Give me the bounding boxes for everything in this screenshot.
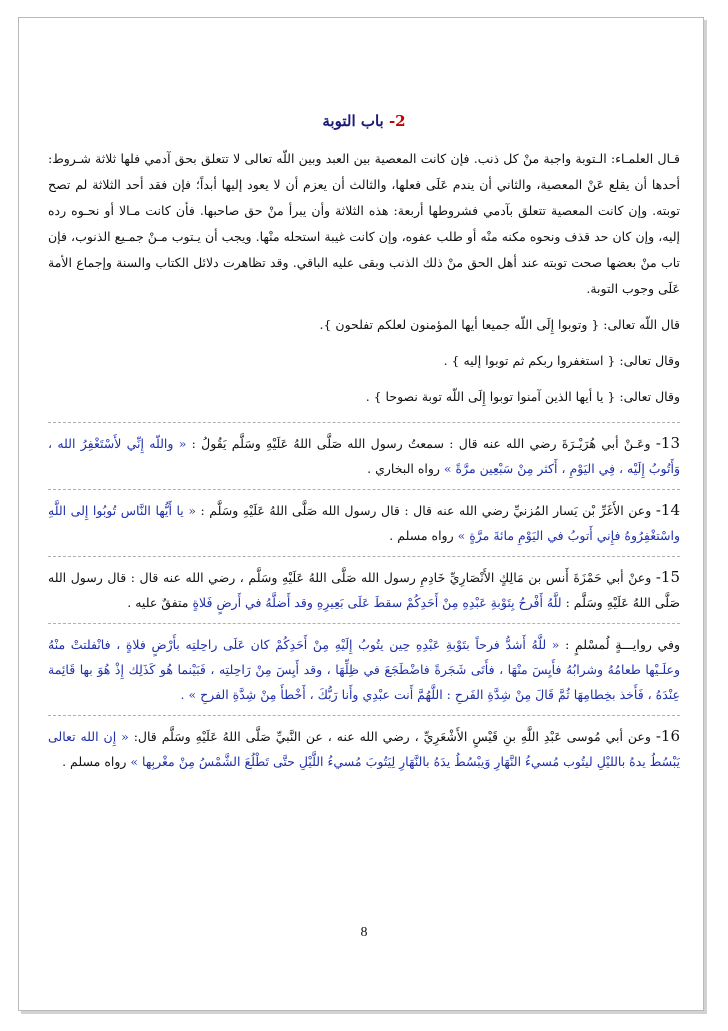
hadith-lead: وعن الأَغَرِّ بْن يَسار المُزنيِّ رضي الله عنه قال : قال رسول الله صَلَّى اللهُ عَلَيْهِ وسَلَّم :: [200, 503, 652, 518]
hadith-number: 16-: [655, 727, 680, 745]
hadith-number: 14-: [655, 501, 680, 519]
verse-2: وقال تعالى: { استغفروا ربكم ثم توبوا إليه } .: [443, 353, 680, 368]
hadith-lead: وفي روايـــةٍ لُمسْلمٍ :: [565, 637, 680, 652]
hadith-quote: « للَّهُ أَشدُّ فرحاً بتَوْبةِ عَبْدِهِ حِين يتُوبُ إِلَيْهِ مِنْ أَحَدِكُمْ كان عَلَى راحِلتِه بأَرْضٍ فلاةٍ ، فانْفلتتْ منْهُ وعلَـيْها طعامُهُ وشرابُهُ فأَيِسَ منْهَا ، فأَتَى شَجَرةً فاضْطَجَعَ في ظِلِّهَا ، وقد أَيِسَ مِنْ رَاحِلتِه ، فَبَيْنما هُو كَذَلِك إِذْ هُوَ بها قَائِمة عِنْدَهُ ، فَأَخذ بخِطامِهَا ثُمَّ قَالَ مِنْ شِدَّةِ الفَرحِ : اللَّهُمَّ أَنت عبْدِي وأَنا رَبُّكَ ، أَخْطأَ مِنْ شِدَّةِ الفرحِ » .: [48, 637, 680, 702]
hadith-number: 13-: [655, 434, 680, 452]
hadith-quote: « إِن الله تعالى يَبْسُطُ يدهُ بالليْلِ ليتُوب مُسيءُ النَّهَارِ وَيبْسُطُ يدَهُ بالنَّهَارِ لِيَتُوبَ مُسيءُ اللَّيْلِ حتَّى تَطْلُعَ الشَّمْسُ مِنْ مغْربِها »: [48, 729, 680, 769]
chapter-title: [48, 92, 680, 130]
hadith-quote: للَّهُ أَفْرحُ بِتَوْبةِ عَبْدِهِ مِنْ أَحَدِكُمْ سقطَ عَلَى بَعِيرِهِ وقد أَضلَّهُ في أَرضٍ فَلاةٍ: [192, 595, 562, 610]
chapter-title-text: باب التوبة: [322, 112, 384, 130]
hadith-source: رواه مسلم .: [62, 754, 127, 769]
hadith-source: متفقٌ عليه .: [127, 595, 189, 610]
hadith-13: [48, 423, 680, 490]
hadith-15-variant: [48, 624, 680, 716]
hadith-quote: « واللّه إِنِّي لأَسْتَغْفِرُ الله ، وَأَتُوبُ إِلَيْه ، فِي اليَوْمِ ، أَكثر مِنْ سَبْعِين مرَّةً »: [48, 436, 680, 476]
verse-3: وقال تعالى: { يا أيها الذين آمنوا توبوا إِلَى اللّه توبة نصوحا } .: [365, 389, 680, 404]
intro-paragraph: قـال العلمـاء: الـتوبة واجبة منْ كل ذنب. فإن كانت المعصية بين العبد وبين اللّه تعالى لا تتعلق بحق آدمي فلها ثلاثة شـروط: أحدها أن يقلع عَنْ المعصية، والثاني أن يندم عَلَى فعلها، والثالث أن يعزم أن لا يعود إليها أبداً؛ فإن فقد أحد الثلاثة لم تصح توبته. وإن كانت المعصية تتعلق بآدمي فشروطها أربعة: هذه الثلاثة وأن يبرأ منْ حق صاحبها. فأن كانت مـالا أو نحـوه رده إليه، وإن كان حد قذف ونحوه مكنه منْه أو طلب عفوه، وإن كانت غيبة استحله منْها. ويجب أن يـتوب مـنْ جمـيع الذنوب، فإن تاب منْ بعضها صحت توبته عند أهل الحق منْ ذلك الذنب وبقى عليه الباقي. وقد تظاهرت دلائل الكتاب والسنة وإجماع الأمة عَلَى وجوب التوبة.: [48, 151, 680, 296]
chapter-number: 2-: [388, 112, 406, 130]
document-body: [48, 92, 680, 952]
hadith-source: رواه مسلم .: [389, 528, 454, 543]
page-number: 8: [360, 925, 368, 940]
hadith-lead: وعَـنْ أبي هُرَيْـرَةَ رضي الله عنه قال : سمعتُ رسول الله صَلَّى اللهُ عَلَيْهِ وسَلَّم يَقُولُ :: [191, 436, 651, 451]
hadith-14: [48, 490, 680, 557]
hadith-lead: وعنْ أبي حَمْزَةَ أَنس بن مَالِكٍ الأَنْصَارِيِّ خَادِمِ رسول الله صَلَّى اللهُ عَلَيْهِ وسَلَّم ، رضي الله عنه قال : قال رسول الله صَلَّى اللهُ عَلَيْهِ وسَلَّم :: [48, 570, 680, 610]
hadith-15: [48, 557, 680, 624]
hadith-16: [48, 716, 680, 782]
hadith-source: رواه البخاري .: [367, 461, 440, 476]
hadith-quote: « يا أَيُّها النَّاس تُوبُوا إِلى اللَّهِ واسْتغْفِرُوهُ فإِني أَتوبُ في اليَوْمِ مائةَ مرَّةٍ »: [48, 503, 680, 543]
hadith-lead: وعن أبي مُوسى عَبْدِ اللَّهِ بنِ قَيْسٍ الأَشْعَرِيِّ ، رضي الله عنه ، عن النَّبيِّ صَلَّى اللهُ عَلَيْهِ وسَلَّم قال:: [133, 729, 651, 744]
verse-1: قال اللّه تعالى: { وتوبوا إِلَى اللّه جميعا أيها المؤمنون لعلكم تفلحون }.: [319, 317, 680, 332]
hadith-number: 15-: [655, 568, 680, 586]
